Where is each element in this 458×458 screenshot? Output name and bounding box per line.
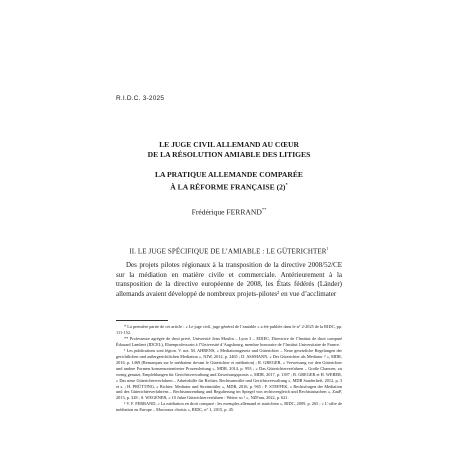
title-line-1: LE JUGE CIVIL ALLEMAND AU CŒUR: [159, 140, 299, 149]
article-title: [116, 140, 342, 159]
subtitle-line-1: LA PRATIQUE ALLEMANDE COMPARÉE: [154, 170, 304, 179]
footnote: ¹ Les publications sont légion. V. not. M. AHRENS, « Mediationsgesetz und Güterichter – Neue gesetzliche Regelungen der gerichtlichen und außergerichtlichen Mediation », NJW, 2012, p. 2465 ; D. ASSMANN, « Der Güterichter als Mediator ? », MDR, 2016, p. 1469 (Remarques sur le médiateur devant le Güterichter et médiation) ; R. GREGER, « Verweisung vor den Güterichter und andere Formen konsensorientierter Prozessleitung », MDR, 2014, p. 993 ; « Das Güterichterverfahren – Große Chancen, zu wenig genutzt, Empfehlungen für Gerichtsverwaltung und Zuweisungspraxis », MDR, 2017, p. 1397 ; R. GREGER et H. WEBER, « Das neue Güterichterverfahren – Arbeitshilfe für Richter, Rechtsanwälte und Gerichtsverwaltung », MDR Sonderheft, 2012, p. 3 et s. ; H. PRÜTTING, « Richter, Mediator und Streitmittler », MDR, 2016, p. 965 ; F. STEFFEK, « Rechtsfragen der Mediation und des Güterichterverfahrens – Rechtsanwendung und Regulierung im Spiegel von rechtsvergleich und Rechtstatsachen », ZauP, 2013, p. 328 ; S. WEGENER, « 10 Jahre Güterichterverfahren : Weiter so ! », NZFam, 2022, p. 621.: [116, 347, 342, 401]
subtitle-line-2-text: À LA RÉFORME FRANÇAISE (2): [170, 182, 286, 192]
section-heading: [116, 246, 342, 255]
body-text: [116, 261, 342, 299]
footnote: * La première partie de cet article : « Le juge civil, juge général de l’amiable » a été publiée dans le n° 2-2025 de la RIDC, pp. 111-152.: [116, 324, 342, 335]
running-header: R.I.D.C. 3-2025: [116, 95, 165, 102]
footnote-mark-star: *: [285, 181, 288, 187]
footnote-mark-1: 1: [326, 246, 329, 251]
article-subtitle: [116, 170, 342, 192]
footnote: ** Professeure agrégée de droit privé, Université Jean Moulin – Lyon 3 – EDIEC, Directrice de l’Institut de droit comparé Édouard Lambert (IDCEL), Ehrenprofessorin à l’Université d’Augsbourg, membre honoraire de l’Institut Universitaire de France.: [116, 335, 342, 347]
footnote-separator: [116, 320, 168, 321]
footnote: ² V. F. FERRAND, « La médiation en droit comparé : les exemples allemand et autrichien », RIDC, 2009, p. 265 ; « L’offre de médiation en Europe – Morceaux choisis », RIDC, n° 1, 2015, p. 45.: [116, 401, 342, 413]
author-line: [116, 207, 342, 217]
section-heading-text: II. LE JUGE SPÉCIFIQUE DE L’AMIABLE : LE GÜTERICHTER: [129, 247, 327, 256]
footnotes: [116, 324, 342, 413]
title-line-2: DE LA RÉSOLUTION AMIABLE DES LITIGES: [147, 149, 311, 159]
footnote-mark-double-star: **: [261, 207, 267, 212]
subtitle-line-2: [116, 180, 342, 192]
author-name: Frédérique FERRAND: [191, 207, 262, 217]
body-paragraph: Des projets pilotes régionaux à la transposition de la directive 2008/52/CE sur la médiation en matière civile et commerciale. Antérieurement à la transposition de la directive européenne de 2008, les États fédérés (Länder) allemands avaient développé de nombreux projets-pilotes² en vue d’acclimater: [116, 261, 342, 298]
